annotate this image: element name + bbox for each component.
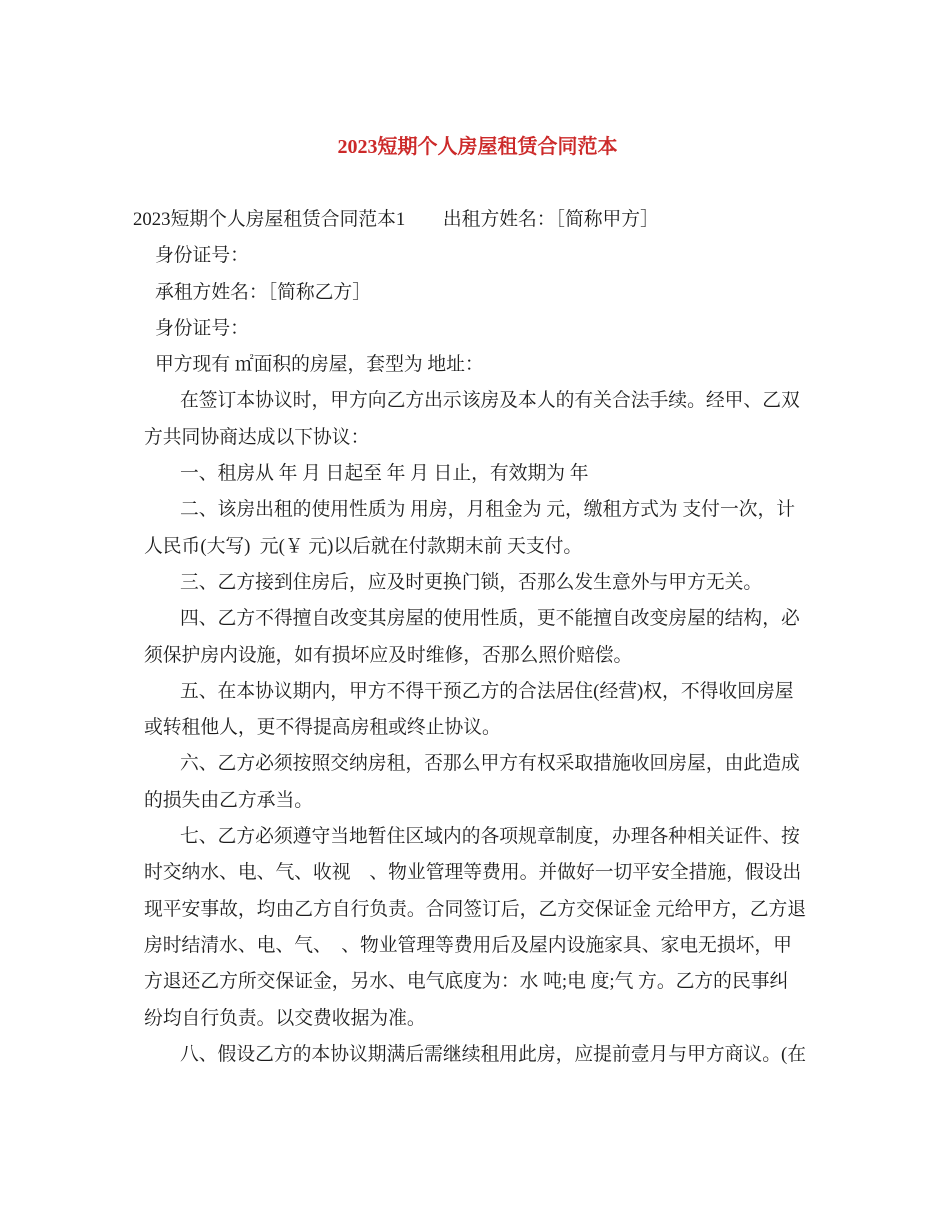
text-line: 现平安事故，均由乙方自行负责。合同签订后，乙方交保证金 元给甲方，乙方退	[144, 898, 807, 920]
text-line: 房时结清水、电、气、 、物业管理等费用后及屋内设施家具、家电无损坏，甲	[144, 934, 792, 956]
text-line: 方退还乙方所交保证金，另水、电气底度为：水 吨;电 度;气 方。乙方的民事纠	[144, 971, 789, 993]
document-title: 2023短期个人房屋租赁合同范本	[337, 136, 618, 158]
text-line: 承租方姓名：［简称乙方］	[155, 281, 371, 303]
text-line: 身份证号：	[155, 317, 249, 339]
text-line: 四、乙方不得擅自改变其房屋的使用性质，更不能擅自改变房屋的结构，必	[180, 608, 800, 630]
text-line: 纷均自行负责。以交费收据为准。	[144, 1007, 426, 1029]
text-line: 或转租他人，更不得提高房租或终止协议。	[144, 717, 501, 739]
text-line: 七、乙方必须遵守当地暂住区域内的各项规章制度，办理各种相关证件、按	[180, 826, 800, 848]
text-line: 五、在本协议期内，甲方不得干预乙方的合法居住(经营)权，不得收回房屋	[180, 680, 794, 702]
text-line: 在签订本协议时，甲方向乙方出示该房及本人的有关合法手续。经甲、乙双	[180, 390, 800, 412]
text-line: 2023短期个人房屋租赁合同范本1 出租方姓名：［简称甲方］	[133, 209, 659, 230]
document-body	[133, 202, 845, 1073]
text-line: 三、乙方接到住房后，应及时更换门锁，否那么发生意外与甲方无关。	[180, 571, 763, 593]
text-line: 方共同协商达成以下协议：	[144, 426, 370, 448]
text-line: 二、该房出租的使用性质为 用房，月租金为 元，缴租方式为 支付一次，计	[180, 499, 796, 521]
text-line: 甲方现有 ㎡面积的房屋，套型为 地址：	[155, 354, 484, 376]
text-line: 一、租房从 年 月 日起至 年 月 日止，有效期为 年	[180, 463, 589, 485]
text-line: 六、乙方必须按照交纳房租，否那么甲方有权采取措施收回房屋，由此造成	[180, 753, 800, 775]
text-line: 时交纳水、电、气、收视 、物业管理等费用。并做好一切平安全措施，假设出	[144, 862, 802, 884]
text-line: 须保护房内设施，如有损坏应及时维修，否那么照价赔偿。	[144, 644, 633, 666]
text-line: 八、假设乙方的本协议期满后需继续租用此房，应提前壹月与甲方商议。(在	[180, 1043, 807, 1065]
text-line: 的损失由乙方承当。	[144, 789, 314, 811]
text-line: 人民币(大写) 元(￥ 元)以后就在付款期末前 天支付。	[144, 535, 583, 557]
text-line: 身份证号：	[155, 245, 249, 267]
